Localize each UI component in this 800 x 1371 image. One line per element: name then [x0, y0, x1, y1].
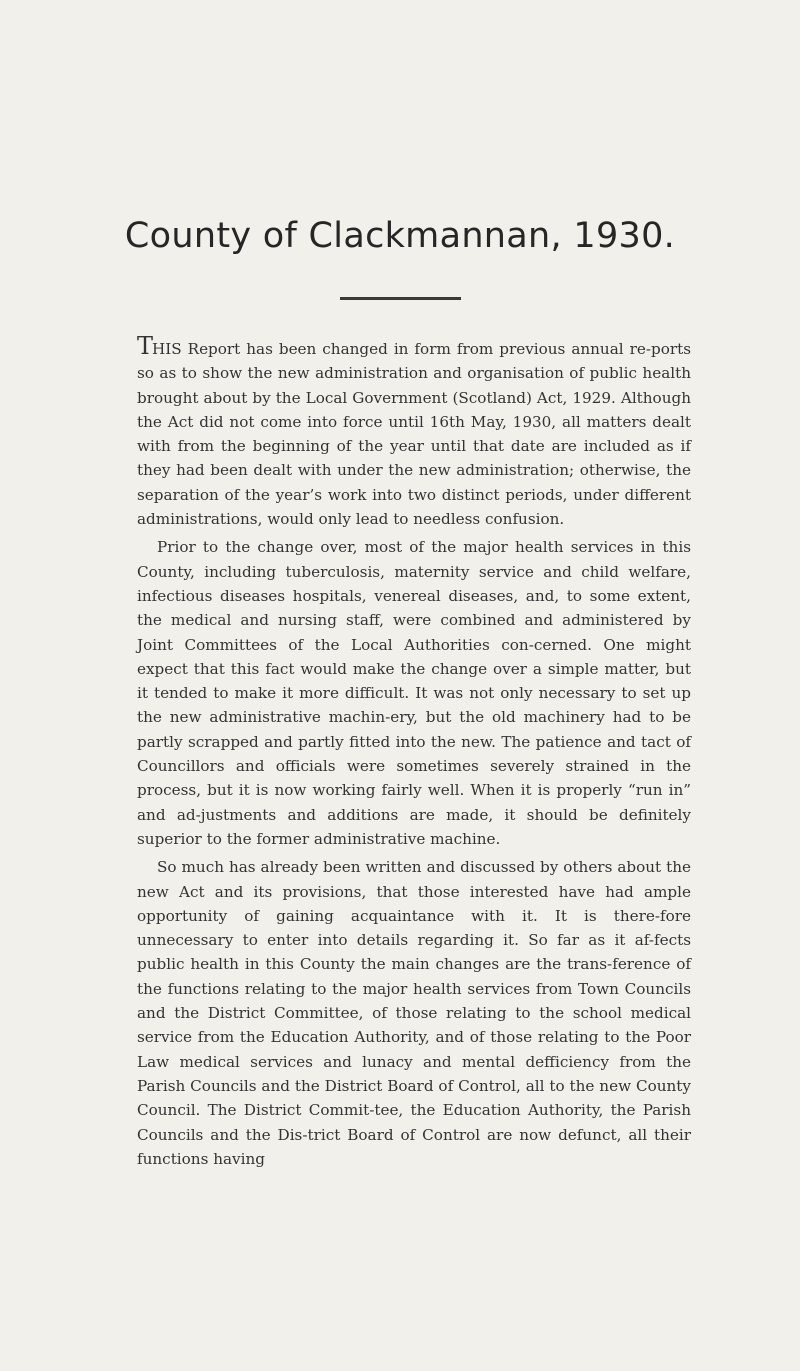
paragraph-1 — [137, 332, 691, 531]
drop-cap-letter: T — [137, 332, 153, 360]
page-title: County of Clackmannan, 1930. — [124, 216, 676, 256]
paragraph-3-text: So much has already been written and discussed by others about the new Act and its provisions, that those interested have had ample opportunity of gaining acquaintance with it. It is there-fore unnecessary to enter into details regarding it. So far as it af-fects public health in this County the main changes are the trans-ference of the functions relating to the major health services from Town Councils and the District Committee, of those relating to the school medical service from the Education Authority, and of those relating to the Poor Law medical services and lunacy and mental defficiency from the Parish Councils and the District Board of Control, all to the new County Council. The District Commit-tee, the Education Authority, the Parish Councils and the Dis-trict Board of Control are now defunct, all their functions having — [137, 858, 691, 1168]
paragraph-3 — [137, 855, 691, 1171]
report-body — [137, 332, 691, 1171]
paragraph-2 — [137, 535, 691, 851]
paragraph-1-text: HIS Report has been changed in form from previous annual re-ports so as to show the new administration and organisation of public health brought about by the Local Government (Scotland) Act, 1929. Although the Act did not come into force until 16th May, 1930, all matters dealt with from the beginning of the year until that date are included as if they had been dealt with under the new administration; otherwise, the separation of the year’s work into two distinct periods, under different administrations, would only lead to needless confusion. — [137, 340, 691, 529]
paragraph-2-text: Prior to the change over, most of the major health services in this County, including tuberculosis, maternity service and child welfare, infectious diseases hospitals, venereal diseases, and, to some extent, the medical and nursing staff, were combined and administered by Joint Committees of the Local Authorities con-cerned. One might expect that this fact would make the change over a simple matter, but it tended to make it more difficult. It was not only necessary to set up the new administrative machin-ery, but the old machinery had to be partly scrapped and partly fitted into the new. The patience and tact of Councillors and officials were sometimes severely strained in the process, but it is now working fairly well. When it is properly “run in” and ad-justments and additions are made, it should be definitely superior to the former administrative machine. — [137, 538, 691, 848]
title-divider — [340, 297, 461, 300]
